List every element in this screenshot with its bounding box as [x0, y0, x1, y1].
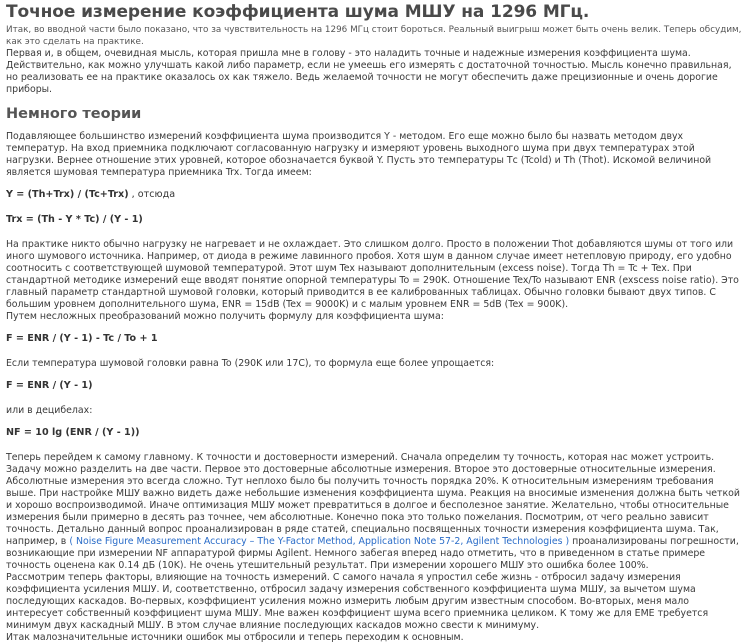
formula-nf-db: NF = 10 lg (ENR / (Y - 1)) — [6, 427, 140, 438]
main-paragraph-2: Рассмотрим теперь факторы, влияющие на точность измерений. С самого начала я упростил себе жизнь - отбросил задачу измерения коэффициента усиления МШУ. И, соответственно, отбросил задачу измерения собственного коэффициента шума МШУ, за вычетом шума последующих каскадов. Во-первых, коэффициент усиления можно измерить любым другим известным способом. Во-вторых, меня мало интересует собственный коэффициент шума МШУ. Мне важен коэффициент шума всего приемника целиком. К тому же для EME требуется минимум двух каскадный МШУ. В этом случае влияние последующих каскадов можно свести к минимуму. — [6, 572, 709, 631]
theory-paragraph-3: Путем несложных преобразований можно получить формулу для коэффициента шума: — [6, 311, 444, 322]
formula-y-note: , отсюда — [128, 189, 176, 200]
formula-y — [6, 189, 744, 201]
theory-paragraph-4: Если температура шумовой головки равна To (290K или 17C), то формула еще более упрощается: — [6, 358, 495, 369]
intro-note: Итак, во вводной части было показано, что за чувствительность на 1296 МГц стоит бороться. Реальный выигрыш может быть очень велик. Теперь обсудим, как это сделать на практике. — [6, 25, 742, 47]
main-paragraph-1-end: проанализированы погрешности, возникающие при измерении NF аппаратурой фирмы Agilent. Немного забегая вперед надо отметить, что в приведенном в статье примере точность оценена как 0.14 дБ (10K). Не очень утешительный результат. При измерении хорошего МШУ это ошибка более 100%. — [6, 536, 739, 571]
intro-paragraph: Первая и, в общем, очевидная мысль, которая пришла мне в голову - это наладить точные и надежные измерения коэффициента шума. Действительно, как можно улучшать какой либо параметр, если не умеешь его измерять с достаточной точностью. Мысль конечно правильная, но реализовать ее на практике оказалось ох как тяжело. Ведь желаемой точности не могут обеспечить даже прецизионные и очень дорогие приборы. — [6, 48, 732, 95]
theory-paragraph-5: или в децибелах: — [6, 405, 93, 416]
agilent-note-link[interactable]: ( Noise Figure Measurement Accuracy – The Y-Factor Method, Application Note 57-2, Agilent Technologies ) — [69, 536, 570, 547]
formula-f-full: F = ENR / (Y - 1) - Tc / To + 1 — [6, 333, 158, 344]
section-heading-theory: Немного теории — [6, 106, 142, 122]
theory-paragraph-2: На практике никто обычно нагрузку не нагревает и не охлаждает. Это слишком долго. Просто в положении Thot добавляются шумы от того или иного шумового источника. Например, от диода в режиме лавинного пробоя. Хотя шум в данном случае имеет нетепловую природу, его удобно соотносить с соответствующей шумовой температурой. Этот шум Tex называют дополнительным (excess noise). Тогда Th = Tc + Tex. При стандартной методике измерений еще вводят понятие опорной температуры To = 290K. Отношение Tex/To называют ENR (exscess noise ratio). Это главный параметр стандартной шумовой головки, который приводится в ее калиброванных таблицах. Обычно головки бывают двух типов. С большим уровнем дополнительного шума, ENR = 15dB (Tex = 9000K) и с малым уровнем ENR = 5dB (Tex = 900K). — [6, 239, 739, 310]
theory-paragraph-1: Подавляющее большинство измерений коэффициента шума производится Y - методом. Его еще можно было бы назвать методом двух температур. На вход приемника подключают согласованную нагрузку и измеряют уровень выходного шума при двух температурах этой нагрузки. Вернее отношение этих уровней, которое обозначается буквой Y. Пусть это температуры Тс (Tcold) и Th (Thot). Искомой величиной является шумовая температура приемника Trx. Тогда имеем: — [6, 131, 712, 178]
main-paragraph-3: Итак малозначительные источники ошибок мы отбросили и теперь переходим к основным. — [6, 632, 464, 643]
main-paragraph-1-start: Теперь перейдем к самому главному. К точности и достоверности измерений. Сначала определим ту точность, которая нас может устроить. Задачу можно разделить на две части. Первое это достоверные абсолютные измерения. Второе это достоверные относительные измерения. Абсолютные измерения это всегда сложно. Тут неплохо было бы получить точность порядка 20%. К относительным измерениям требования выше. При настройке МШУ важно видеть даже небольшие изменения коэффициента шума. Реакция на вносимые изменения должна быть четкой и хорошо воспроизводимой. Иначе оптимизация МШУ может превратиться в долгое и бесполезное занятие. Желательно, чтобы относительные измерения были примерно в десять раз точнее, чем абсолютные. Конечно пока это только пожелания. Посмотрим, от чего реально зависит точность. Детально данный вопрос проанализирован в ряде статей, специально посвященных точности измерения коэффициента шума. Так, например, в — [6, 452, 740, 547]
main-paragraph-1 — [6, 452, 744, 572]
formula-y-text: Y = (Th+Trx) / (Tc+Trx) — [6, 189, 129, 200]
page-title: Точное измерение коэффициента шума МШУ на 1296 МГц. — [6, 2, 590, 22]
formula-f-simple: F = ENR / (Y - 1) — [6, 380, 93, 391]
formula-trx: Trx = (Th - Y * Tc) / (Y - 1) — [6, 214, 143, 225]
